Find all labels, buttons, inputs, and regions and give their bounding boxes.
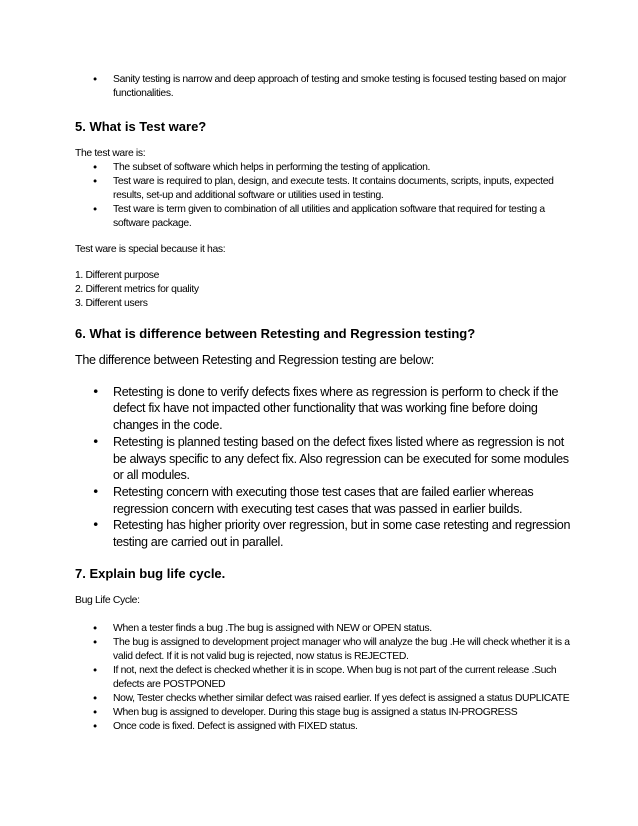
bullet-icon: • — [92, 706, 98, 719]
bullet-icon: • — [92, 622, 98, 635]
bullet-icon: • — [92, 383, 100, 399]
section-7-bullet-list — [75, 622, 575, 734]
list-item: • Retesting is done to verify defects fixes where as regression is perform to check if the defect fix have not impacted other functionality that was working fine before doing changes in the code. — [92, 383, 559, 433]
section-5-numbered-list — [75, 269, 575, 311]
bullet-icon: • — [92, 74, 98, 86]
bullet-icon: • — [92, 692, 98, 705]
list-item: • If not, next the defect is checked whether it is in scope. When bug is not part of the current release .Such defects are POSTPONED — [92, 664, 557, 690]
section-5-bullet-list — [75, 161, 575, 231]
section-7-intro: Bug Life Cycle: — [75, 594, 140, 606]
list-item: • Sanity testing is narrow and deep approach of testing and smoke testing is focused testing based on major functionalities. — [92, 74, 567, 99]
bullet-icon: • — [92, 204, 98, 216]
bullet-icon: • — [92, 433, 100, 449]
bullet-icon: • — [92, 664, 98, 677]
section-7-heading: 7. Explain bug life cycle. — [75, 565, 226, 581]
section-5-heading: 5. What is Test ware? — [75, 119, 207, 134]
bullet-icon: • — [92, 483, 100, 499]
list-item: • Retesting concern with executing those test cases that are failed earlier whereas regression concern with executing test cases that was passed in earlier builds. — [92, 483, 534, 516]
section-5-special: Test ware is special because it has: — [75, 244, 226, 255]
list-item: • Test ware is required to plan, design, and execute tests. It contains documents, scripts, inputs, expected results, set-up and additional software or utilities used in testing. — [92, 176, 554, 201]
list-item: • The subset of software which helps in performing the testing of application. — [92, 162, 431, 174]
list-item: • When a tester finds a bug .The bug is assigned with NEW or OPEN status. — [92, 622, 432, 635]
list-item: • Once code is fixed. Defect is assigned with FIXED status. — [92, 720, 358, 733]
section-6-heading: 6. What is difference between Retesting and Regression testing? — [75, 326, 476, 341]
bullet-icon: • — [92, 636, 98, 649]
list-item: • Test ware is term given to combination of all utilities and application software that required for testing a software package. — [92, 204, 545, 229]
bullet-icon: • — [92, 176, 98, 188]
numbered-item: 2. Different metrics for quality — [75, 284, 199, 295]
bullet-icon: • — [92, 517, 100, 533]
list-item: • When bug is assigned to developer. During this stage bug is assigned a status IN-PROGRESS — [92, 706, 518, 719]
list-item: • The bug is assigned to development project manager who will analyze the bug .He will check whether it is a valid defect. If it is not valid bug is rejected, now status is REJECTED. — [92, 636, 570, 662]
bullet-icon: • — [92, 720, 98, 733]
intro-bullet-list — [75, 73, 575, 101]
list-item: • Now, Tester checks whether similar defect was raised earlier. If yes defect is assigned a status DUPLICATE — [92, 692, 570, 705]
section-5-intro: The test ware is: — [75, 148, 146, 159]
list-item: • Retesting has higher priority over regression, but in some case retesting and regression testing are carried out in parallel. — [92, 517, 571, 550]
numbered-item: 3. Different users — [75, 298, 148, 309]
list-item: • Retesting is planned testing based on the defect fixes listed where as regression is not be always specific to any defect fix. Also regression can be executed for some modules or all modules. — [92, 433, 569, 483]
bullet-icon: • — [92, 162, 98, 174]
section-6-intro: The difference between Retesting and Regression testing are below: — [75, 353, 434, 367]
numbered-item: 1. Different purpose — [75, 270, 160, 281]
section-6-bullet-list — [75, 384, 575, 551]
page-content — [75, 73, 575, 734]
